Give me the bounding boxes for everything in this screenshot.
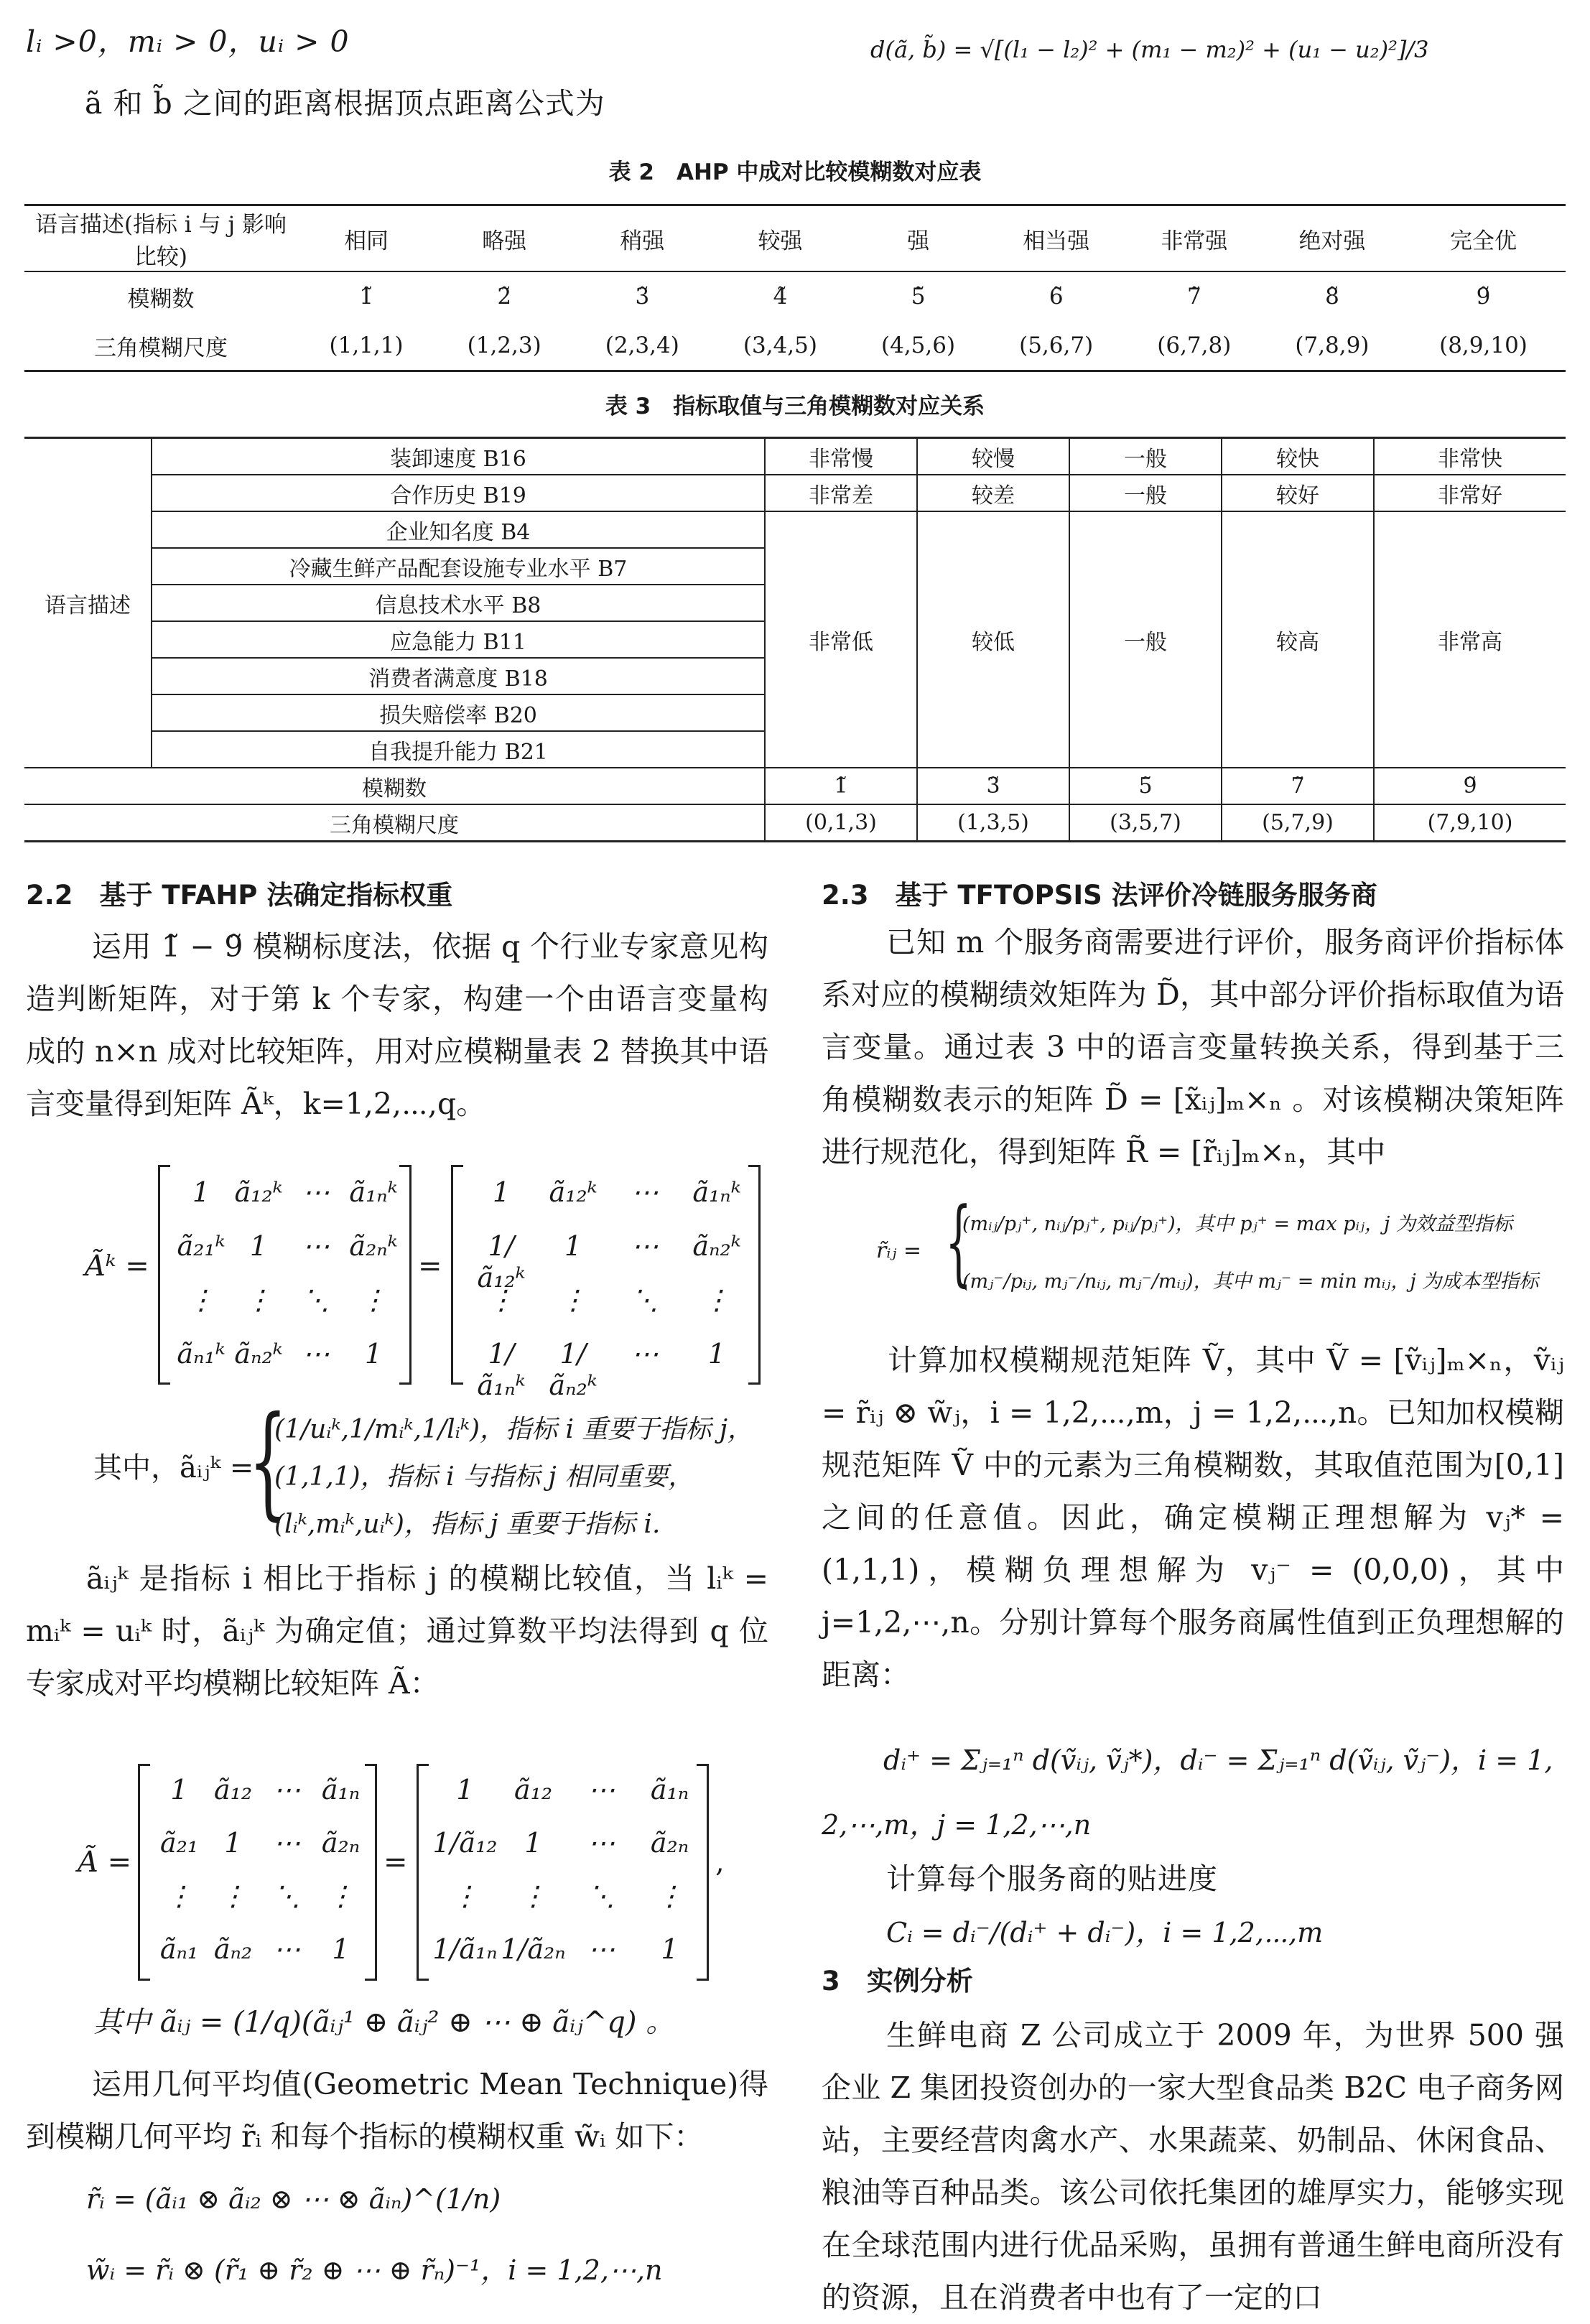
table2 (24, 204, 1566, 372)
left-para3: 运用几何平均值(Geometric Mean Technique)得到模糊几何平均 r̃ᵢ 和每个指标的模糊权重 w̃ᵢ 如下： (26, 2067, 768, 2154)
table2-cell: (4,5,6) (850, 321, 987, 371)
table3-cell: 非常慢 (765, 438, 917, 475)
table3-cell: 较快 (1222, 438, 1374, 475)
matrix-cell: ⋯ (631, 1230, 659, 1262)
where-label: 其中，ãᵢⱼᵏ = (93, 1451, 254, 1484)
matrix-cell: ⋯ (302, 1338, 330, 1370)
table3-indicator: 冷藏生鲜产品配套设施专业水平 B7 (152, 548, 765, 585)
matrix-cell: ã₂₁ᵏ (177, 1230, 226, 1262)
table3-indicator: 损失赔偿率 B20 (152, 694, 765, 731)
table3-cell: (3,5,7) (1069, 804, 1222, 842)
matrix-cell: ⋮ (245, 1284, 272, 1316)
table3-cell: (5,7,9) (1222, 804, 1374, 842)
matrix-cell: ã₂ₙ (650, 1827, 689, 1859)
matrix-cell: ⋮ (327, 1880, 355, 1912)
table3-row (24, 804, 1566, 842)
matrix-cell: 1 (564, 1230, 582, 1262)
r-case2: (mⱼ⁻/pᵢⱼ, mⱼ⁻/nᵢⱼ, mⱼ⁻/mᵢⱼ)，其中 mⱼ⁻ = min mᵢⱼ，j 为成本型指标 (962, 1270, 1539, 1293)
table2-header-cell: 完全优 (1401, 205, 1566, 272)
table3-cell: 较低 (917, 511, 1069, 768)
matrix-cell: ⋯ (302, 1230, 330, 1262)
table3-cell: (1,3,5) (917, 804, 1069, 842)
table2-cell: 1̃ (359, 284, 373, 310)
table3-indicator: 合作历史 B19 (152, 475, 765, 511)
matrix-cell: ã₁₂ (513, 1774, 553, 1805)
table2-cell: 8̃ (1325, 284, 1339, 310)
table2-cell: (1,1,1) (297, 321, 435, 371)
r-case1: (mᵢⱼ/pⱼ⁺, nᵢⱼ/pⱼ⁺, pᵢⱼ/pⱼ⁺)，其中 pⱼ⁺ = max pᵢⱼ，j 为效益型指标 (962, 1213, 1513, 1235)
matrix-cell: 1 (170, 1774, 188, 1805)
eq-c: Cᵢ = dᵢ⁻/(dᵢ⁺ + dᵢ⁻)，i = 1,2,⋯,m (886, 1917, 1324, 1948)
table3-indicator: 企业知名度 B4 (152, 511, 765, 548)
matrix-cell: ⋮ (488, 1284, 515, 1316)
comma: , (715, 1846, 725, 1879)
table2-scale-row (24, 321, 1566, 371)
matrix-cell: 1 (661, 1933, 679, 1965)
cases-list (274, 1406, 753, 1548)
cases-brace: { (248, 1390, 288, 1533)
table3-fuzzy-label: 模糊数 (24, 768, 765, 804)
matrix-cell: ⋯ (273, 1774, 301, 1805)
matrix-cell: ãₙ₁ (159, 1933, 199, 1965)
table3-cell: (0,1,3) (765, 804, 917, 842)
r-label: r̃ᵢⱼ = (876, 1238, 921, 1263)
table2-header-cell: 绝对强 (1263, 205, 1401, 272)
table3-row (24, 475, 1566, 511)
matrix-cell: ⋱ (631, 1284, 659, 1316)
matrix-cell: ⋯ (273, 1827, 301, 1859)
matrix-cell: 1/ã₁₂ (432, 1827, 498, 1859)
matrix-cell: 1 (524, 1827, 542, 1859)
matrix-ak-left (172, 1169, 402, 1385)
matrix-cell: 1/ã₂ₙ (501, 1933, 566, 1965)
matrix-cell: ãₙ₂ᵏ (692, 1230, 741, 1262)
case-item: (1,1,1)，指标 i 与指标 j 相同重要， (274, 1462, 694, 1492)
top-distance-formula: d(ã, b̃) = √[(l₁ − l₂)² + (m₁ − m₂)² + (u₁ − u₂)²]/3 (870, 36, 1429, 63)
right-para2: 计算加权模糊规范矩阵 Ṽ，其中 Ṽ = [ṽᵢⱼ]ₘ×ₙ，ṽᵢⱼ = r̃ᵢⱼ ⊗ w̃ⱼ，i = 1,2,⋯,m，j = 1,2,⋯,n。已知加权模糊规范矩阵 Ṽ 中的元素为三角模糊数，其取值范围为[0,1]之间的任意值。因此，确定模糊正理想解为 vⱼ* = (1,1,1)，模糊负理想解为 vⱼ⁻ = (0,0,0)，其中 j=1,2,⋯,n。分别计算每个服务商属性值到正负理想解的距离： (822, 1343, 1564, 1692)
eq-r: r̃ᵢ = (ãᵢ₁ ⊗ ãᵢ₂ ⊗ ⋯ ⊗ ãᵢₙ)^(1/n) (86, 2183, 501, 2215)
matrix-ak-right (465, 1169, 753, 1401)
table3-indicator: 装卸速度 B16 (152, 438, 765, 475)
table2-cell: 3̃ (635, 284, 650, 310)
top-line-condition: lᵢ >0，mᵢ > 0，uᵢ > 0 (26, 24, 350, 59)
matrix-cell: ⋯ (631, 1176, 659, 1208)
table2-cell: (2,3,4) (573, 321, 711, 371)
table2-cell: (1,2,3) (435, 321, 573, 371)
table2-header-cell: 非常强 (1125, 205, 1263, 272)
matrix-bracket (417, 1764, 429, 1981)
matrix-cell: ã₁₂ᵏ (234, 1176, 283, 1208)
table2-header-cell: 相当强 (987, 205, 1125, 272)
table3-cell: 非常低 (765, 511, 917, 768)
table3-cell: 一般 (1069, 511, 1222, 768)
right-para1: 已知 m 个服务商需要进行评价，服务商评价指标体系对应的模糊绩效矩阵为 D̃，其中部分评价指标取值为语言变量。通过表 3 中的语言变量转换关系，得到基于三角模糊数表示的矩阵 D̃ = [x̃ᵢⱼ]ₘ×ₙ 。对该模糊决策矩阵进行规范化，得到矩阵 R̃ = [r̃ᵢⱼ]ₘ×ₙ，其中 (822, 925, 1564, 1169)
matrix-cell: ⋮ (219, 1880, 247, 1912)
matrix-cell: ãₙ₂ (213, 1933, 253, 1965)
top-line-distance-intro: ã 和 b̃ 之间的距离根据顶点距离公式为 (85, 86, 605, 121)
table2-cell: 三角模糊尺度 (24, 321, 297, 371)
matrix-cell: ã₁ₙᵏ (692, 1176, 741, 1208)
case-item: (lᵢᵏ,mᵢᵏ,uᵢᵏ)，指标 j 重要于指标 i. (274, 1510, 661, 1539)
table2-fuzzy-row (24, 271, 1566, 321)
table2-cell: 6̃ (1049, 284, 1064, 310)
matrix-cell: ⋯ (631, 1338, 659, 1370)
right-para4: 生鲜电商 Z 公司成立于 2009 年，为世界 500 强企业 Z 集团投资创办的一家大型食品类 B2C 电子商务网站，主要经营肉禽水产、水果蔬菜、奶制品、休闲食品、粮油等百种品类。该公司依托集团的雄厚实力，能够实现在全球范围内进行优品采购，虽拥有普通生鲜电商所没有的资源，且在消费者中也有了一定的口 (822, 2018, 1564, 2315)
table3-cell: 5̃ (1069, 768, 1222, 804)
table3-cell: 一般 (1069, 475, 1222, 511)
table2-header-cell: 语言描述(指标 i 与 j 影响比较) (24, 205, 297, 272)
matrix-cell: ⋯ (587, 1933, 615, 1965)
eq-w: w̃ᵢ = r̃ᵢ ⊗ (r̃₁ ⊕ r̃₂ ⊕ ⋯ ⊕ r̃ₙ)⁻¹，i = 1,2,⋯,n (86, 2254, 663, 2286)
matrix-cell: ⋮ (519, 1880, 547, 1912)
matrix-cell: 1 (707, 1338, 726, 1370)
matrix-cell: 1/ã₁₂ᵏ (477, 1230, 526, 1293)
matrix-cell: ã₂ₙᵏ (349, 1230, 398, 1262)
table3-row (24, 511, 1566, 548)
matrix-cell: ⋮ (187, 1284, 215, 1316)
matrix-cell: 1/ã₁ₙᵏ (477, 1338, 526, 1401)
matrix-cell: 1 (332, 1933, 350, 1965)
right-para3: 计算每个服务商的贴进度 (886, 1861, 1218, 1896)
table3-scale-label: 三角模糊尺度 (24, 804, 765, 842)
matrix-cell: 1 (224, 1827, 242, 1859)
matrix-cell: ã₂ₙ (321, 1827, 361, 1859)
equals-sign: = (418, 1250, 442, 1283)
table3-indicator: 信息技术水平 B8 (152, 585, 765, 621)
table2-header-cell: 强 (850, 205, 987, 272)
matrix-cell: 1 (192, 1176, 210, 1208)
matrix-bracket (451, 1165, 463, 1385)
matrix-cell: ⋱ (273, 1880, 301, 1912)
section-3-heading: 3 实例分析 (822, 1966, 973, 1997)
eq-d2: 2,⋯,m，j = 1,2,⋯,n (822, 1809, 1092, 1841)
matrix-cell: ã₁₂ᵏ (549, 1176, 598, 1208)
table2-cell: 7̃ (1186, 284, 1201, 310)
table2-header-cell: 较强 (711, 205, 849, 272)
matrix-cell: 1 (249, 1230, 268, 1262)
table2-cell: 5̃ (911, 284, 926, 310)
case-item: (1/uᵢᵏ,1/mᵢᵏ,1/lᵢᵏ)，指标 i 重要于指标 j， (274, 1415, 754, 1444)
matrix-cell: ⋯ (587, 1774, 615, 1805)
table3-side-label: 语言描述 (24, 438, 152, 768)
matrix-cell: 1 (456, 1774, 474, 1805)
table3-cell: 较差 (917, 475, 1069, 511)
left-para1: 运用 1̃ − 9̃ 模糊标度法，依据 q 个行业专家意见构造判断矩阵，对于第 k 个专家，构建一个由语言变量构成的 n×n 成对比较矩阵，用对应模糊量表 2 替换其中语言变量得到矩阵 Ãᵏ，k=1,2,⋯,q。 (26, 929, 768, 1121)
matrix-cell: ⋮ (703, 1284, 730, 1316)
table2-cell: 4̃ (773, 284, 788, 310)
where2-formula: 其中 ãᵢⱼ = (1/q)(ãᵢⱼ¹ ⊕ ãᵢⱼ² ⊕ ⋯ ⊕ ãᵢⱼ^q) 。 (93, 2006, 675, 2039)
matrix-cell: ⋮ (165, 1880, 193, 1912)
matrix-cell: ã₁ₙ (650, 1774, 689, 1805)
table2-caption: 表 2 AHP 中成对比较模糊数对应表 (608, 159, 982, 185)
table3-row (24, 438, 1566, 475)
eq-d: dᵢ⁺ = Σⱼ₌₁ⁿ d(ṽᵢⱼ, ṽⱼ*)，dᵢ⁻ = Σⱼ₌₁ⁿ d(ṽᵢⱼ, ṽⱼ⁻)，i = 1, (883, 1744, 1553, 1776)
matrix-cell: ⋮ (656, 1880, 684, 1912)
table3-cell: 7̃ (1222, 768, 1374, 804)
matrix-cell: 1 (364, 1338, 383, 1370)
table3-cell: 较好 (1222, 475, 1374, 511)
left-para2: ãᵢⱼᵏ 是指标 i 相比于指标 j 的模糊比较值，当 lᵢᵏ = mᵢᵏ = uᵢᵏ 时，ãᵢⱼᵏ 为确定值；通过算数平均法得到 q 位专家成对平均模糊比较矩阵 Ã： (26, 1561, 768, 1701)
matrix-cell: ã₂₁ (159, 1827, 199, 1859)
table3 (24, 437, 1566, 842)
table3-indicator: 自我提升能力 B21 (152, 731, 765, 768)
table3-cell: 非常好 (1374, 475, 1566, 511)
table3-cell: 非常差 (765, 475, 917, 511)
matrix-cell: 1/ãₙ₂ᵏ (549, 1338, 598, 1401)
matrix-cell: 1/ã₁ₙ (432, 1933, 498, 1965)
table3-cell: 较慢 (917, 438, 1069, 475)
section-2-3-heading: 2.3 基于 TFTOPSIS 法评价冷链服务服务商 (822, 880, 1377, 911)
matrix-cell: ⋮ (360, 1284, 387, 1316)
matrix-cell: ⋯ (273, 1933, 301, 1965)
table2-cell: (8,9,10) (1401, 321, 1566, 371)
table2-header-cell: 稍强 (573, 205, 711, 272)
table2-header-row (24, 205, 1566, 272)
matrix-cell: ãₙ₂ᵏ (234, 1338, 283, 1370)
matrix-cell: ⋱ (302, 1284, 330, 1316)
table3-cell: 9̃ (1374, 768, 1566, 804)
matrix-cell: ⋯ (587, 1827, 615, 1859)
table3-caption: 表 3 指标取值与三角模糊数对应关系 (605, 394, 985, 419)
matrix-cell: ã₁ₙ (321, 1774, 361, 1805)
matrix-cell: ã₁ₙᵏ (349, 1176, 398, 1208)
matrix-cell: ⋱ (587, 1880, 615, 1912)
table3-cell: 一般 (1069, 438, 1222, 475)
equals-sign: = (383, 1846, 408, 1879)
matrix-ak-label: Ãᵏ = (85, 1250, 149, 1283)
r-brace: { (945, 1187, 972, 1296)
table2-cell: (5,6,7) (987, 321, 1125, 371)
table3-cell: 较高 (1222, 511, 1374, 768)
matrix-cell: ⋮ (451, 1880, 479, 1912)
matrix-bracket (158, 1165, 170, 1385)
section-2-2-heading: 2.2 基于 TFAHP 法确定指标权重 (26, 880, 453, 911)
matrix-a-right (431, 1767, 704, 1979)
matrix-cell: ⋮ (559, 1284, 587, 1316)
matrix-cell: ⋯ (302, 1176, 330, 1208)
table3-cell: (7,9,10) (1374, 804, 1566, 842)
table2-cell: 2̃ (497, 284, 512, 310)
table3-row (24, 768, 1566, 804)
matrix-cell: 1 (492, 1176, 511, 1208)
table3-cell: 非常高 (1374, 511, 1566, 768)
table3-indicator: 消费者满意度 B18 (152, 658, 765, 694)
matrix-cell: ã₁₂ (213, 1774, 253, 1805)
matrix-a-left (152, 1767, 368, 1979)
matrix-cell: ãₙ₁ᵏ (177, 1338, 226, 1370)
table2-cell: 9̃ (1476, 284, 1491, 310)
matrix-a-label: Ã = (78, 1846, 132, 1879)
table3-cell: 非常快 (1374, 438, 1566, 475)
matrix-bracket (138, 1764, 150, 1981)
table3-indicator: 应急能力 B11 (152, 621, 765, 658)
table2-cell: (6,7,8) (1125, 321, 1263, 371)
table2-header-cell: 相同 (297, 205, 435, 272)
table2-cell: (7,8,9) (1263, 321, 1401, 371)
table2-cell: 模糊数 (127, 286, 195, 312)
table2-cell: (3,4,5) (711, 321, 849, 371)
table2-header-cell: 略强 (435, 205, 573, 272)
table3-cell: 3̃ (917, 768, 1069, 804)
table3-cell: 1̃ (765, 768, 917, 804)
